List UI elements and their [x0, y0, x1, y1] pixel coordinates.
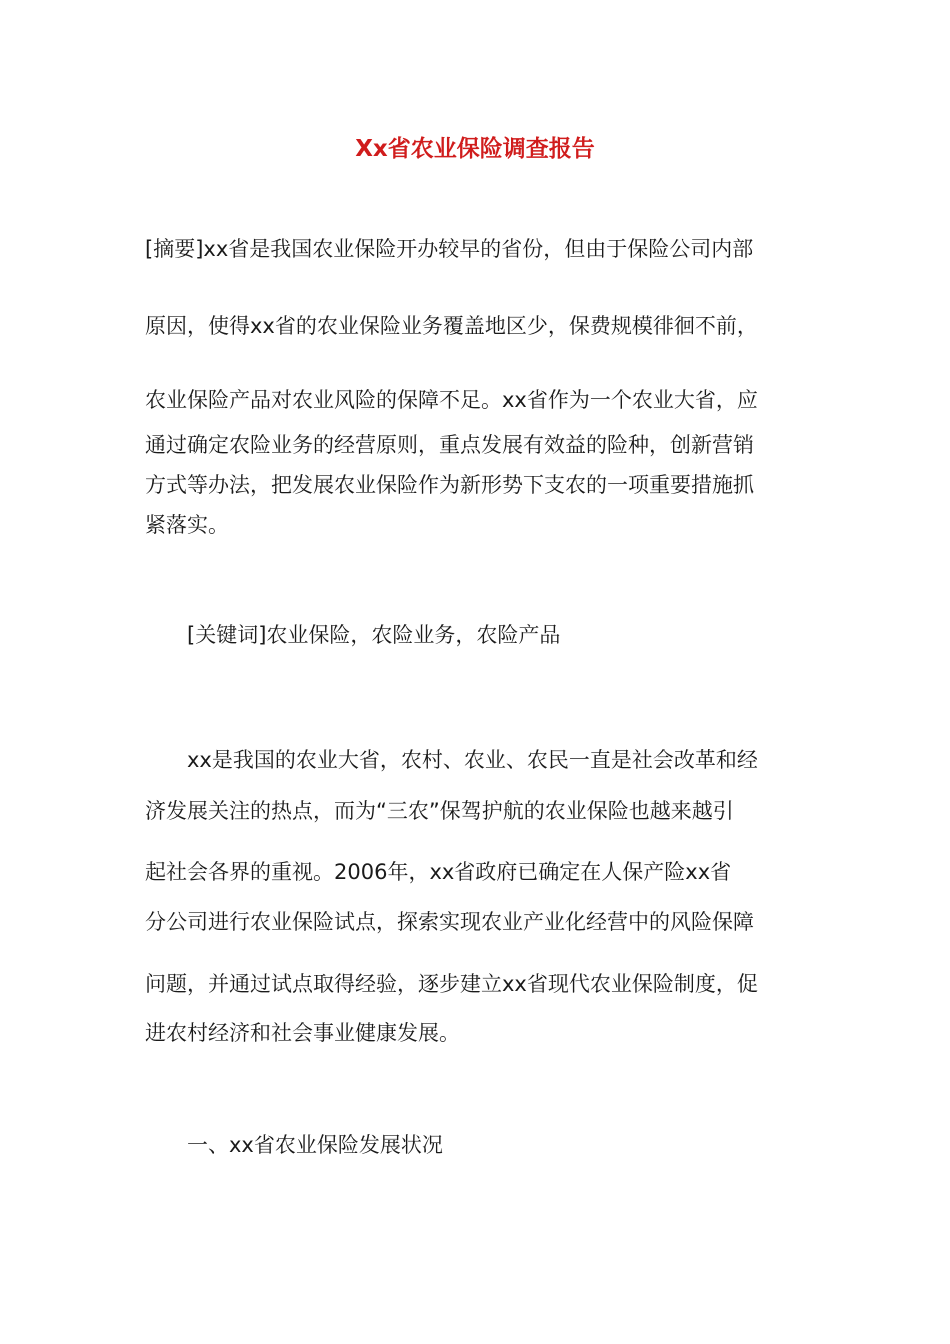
intro-line: 济发展关注的热点，而为“三农”保驾护航的农业保险也越来越引 [145, 799, 734, 823]
abstract-line: 农业保险产品对农业风险的保障不足。xx省作为一个农业大省，应 [145, 388, 758, 412]
abstract-line: 方式等办法，把发展农业保险作为新形势下支农的一项重要措施抓 [145, 473, 754, 497]
section-heading: 一、xx省农业保险发展状况 [187, 1133, 443, 1157]
document-title: Xx省农业保险调查报告 [355, 136, 595, 162]
intro-line: 起社会各界的重视。2006年，xx省政府已确定在人保产险xx省 [145, 860, 732, 884]
intro-line: xx是我国的农业大省，农村、农业、农民一直是社会改革和经 [187, 748, 758, 772]
intro-line: 问题，并通过试点取得经验，逐步建立xx省现代农业保险制度，促 [145, 972, 758, 996]
abstract-line: 原因，使得xx省的农业保险业务覆盖地区少，保费规模徘徊不前， [145, 314, 758, 338]
abstract-line: 紧落实。 [145, 513, 229, 537]
abstract-line: 通过确定农险业务的经营原则，重点发展有效益的险种，创新营销 [145, 433, 754, 457]
abstract-line: [摘要]xx省是我国农业保险开办较早的省份，但由于保险公司内部 [145, 237, 754, 261]
keywords-line: [关键词]农业保险，农险业务，农险产品 [187, 623, 561, 647]
intro-line: 进农村经济和社会事业健康发展。 [145, 1021, 460, 1045]
intro-line: 分公司进行农业保险试点，探索实现农业产业化经营中的风险保障 [145, 910, 754, 934]
